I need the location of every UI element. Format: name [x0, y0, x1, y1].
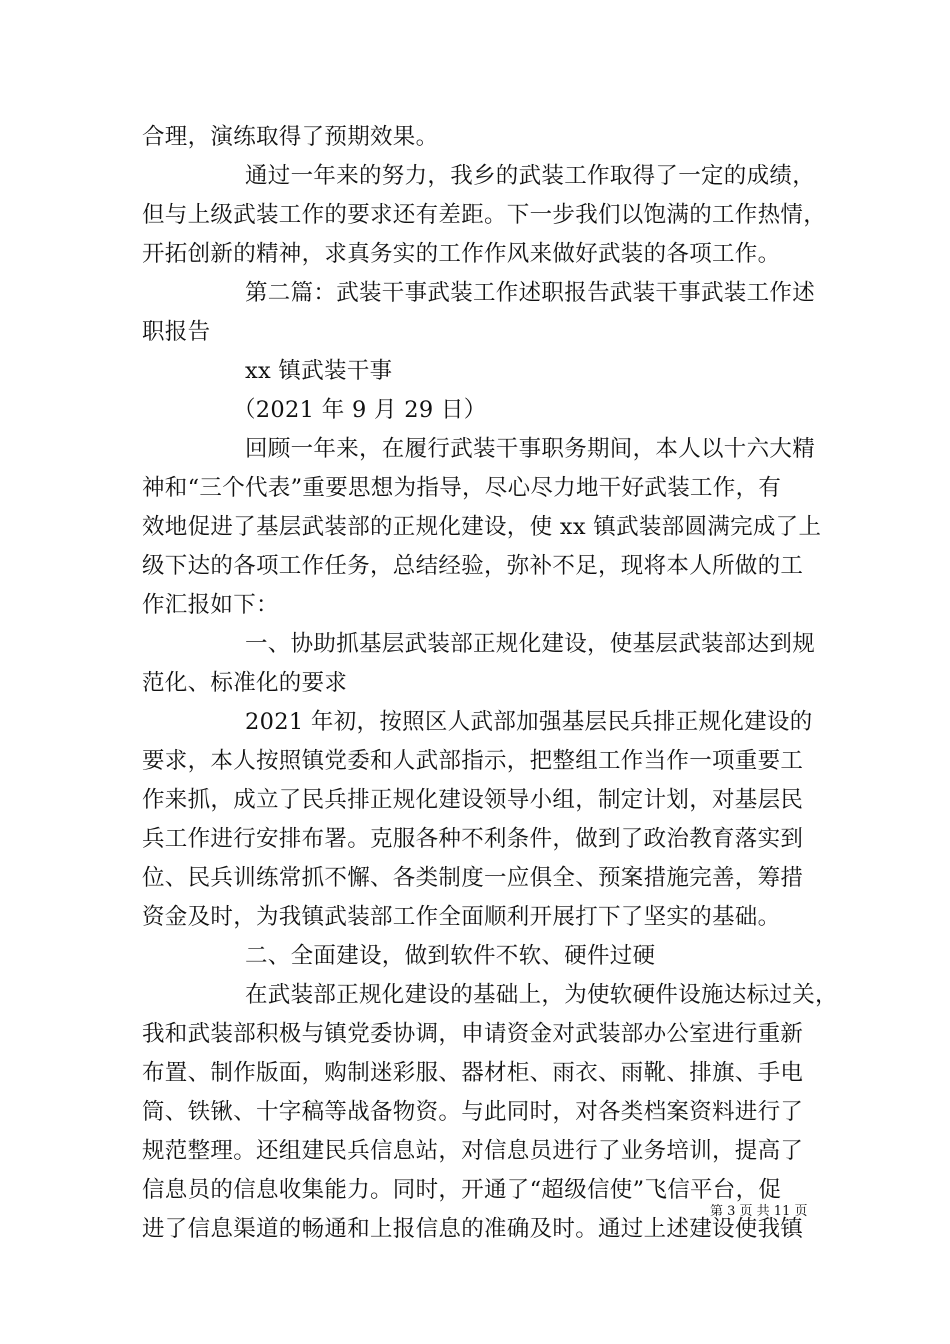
section-heading-continued: 职报告 [142, 319, 211, 345]
text-line: 级下达的各项工作任务，总结经验，弥补不足，现将本人所做的工 [142, 553, 804, 579]
text-line: 在武装部正规化建设的基础上，为使软硬件设施达标过关， [245, 982, 838, 1008]
text-line: 2021 年初，按照区人武部加强基层民兵排正规化建设的 [245, 709, 813, 735]
author-line: xx 镇武装干事 [245, 358, 393, 384]
text-line: 回顾一年来，在履行武装干事职务期间，本人以十六大精 [245, 436, 816, 462]
text-line: 我和武装部积极与镇党委协调，申请资金对武装部办公室进行重新 [142, 1021, 804, 1047]
text-line: 筒、铁锹、十字稿等战备物资。与此同时，对各类档案资料进行了 [142, 1099, 804, 1125]
date-line: （2021 年 9 月 29 日） [233, 397, 487, 423]
text-line: 规范整理。还组建民兵信息站，对信息员进行了业务培训，提高了 [142, 1138, 804, 1164]
text-line: 作来抓，成立了民兵排正规化建设领导小组，制定计划，对基层民 [142, 787, 804, 813]
text-line: 布置、制作版面，购制迷彩服、器材柜、雨衣、雨靴、排旗、手电 [142, 1060, 804, 1086]
text-line: 信息员的信息收集能力。同时，开通了“超级信使”飞信平台，促 [142, 1177, 782, 1203]
text-line: 通过一年来的努力，我乡的武装工作取得了一定的成绩， [245, 163, 816, 189]
text-line: 位、民兵训练常抓不懈、各类制度一应俱全、预案措施完善，筹措 [142, 865, 804, 891]
text-line: 兵工作进行安排布署。克服各种不利条件，做到了政治教育落实到 [142, 826, 804, 852]
subheading-2: 二、全面建设，做到软件不软、硬件过硬 [245, 943, 656, 969]
text-line: 神和“三个代表”重要思想为指导，尽心尽力地干好武装工作，有 [142, 475, 782, 501]
text-line: 合理，演练取得了预期效果。 [142, 124, 439, 150]
text-line: 作汇报如下： [142, 592, 279, 618]
subheading-1-continued: 范化、标准化的要求 [142, 670, 348, 696]
section-heading: 第二篇：武装干事武装工作述职报告武装干事武装工作述 [245, 280, 816, 306]
text-line: 要求，本人按照镇党委和人武部指示，把整组工作当作一项重要工 [142, 748, 804, 774]
page-number-footer: 第 3 页 共 11 页 [710, 1204, 808, 1219]
text-line: 开拓创新的精神，求真务实的工作作风来做好武装的各项工作。 [142, 241, 781, 267]
subheading-1: 一、协助抓基层武装部正规化建设，使基层武装部达到规 [245, 631, 816, 657]
text-line: 资金及时，为我镇武装部工作全面顺利开展打下了坚实的基础。 [142, 904, 781, 930]
text-line: 但与上级武装工作的要求还有差距。下一步我们以饱满的工作热情， [142, 202, 827, 228]
text-line: 进了信息渠道的畅通和上报信息的准确及时。通过上述建设使我镇 [142, 1216, 804, 1242]
text-line: 效地促进了基层武装部的正规化建设，使 xx 镇武装部圆满完成了上 [142, 514, 822, 540]
